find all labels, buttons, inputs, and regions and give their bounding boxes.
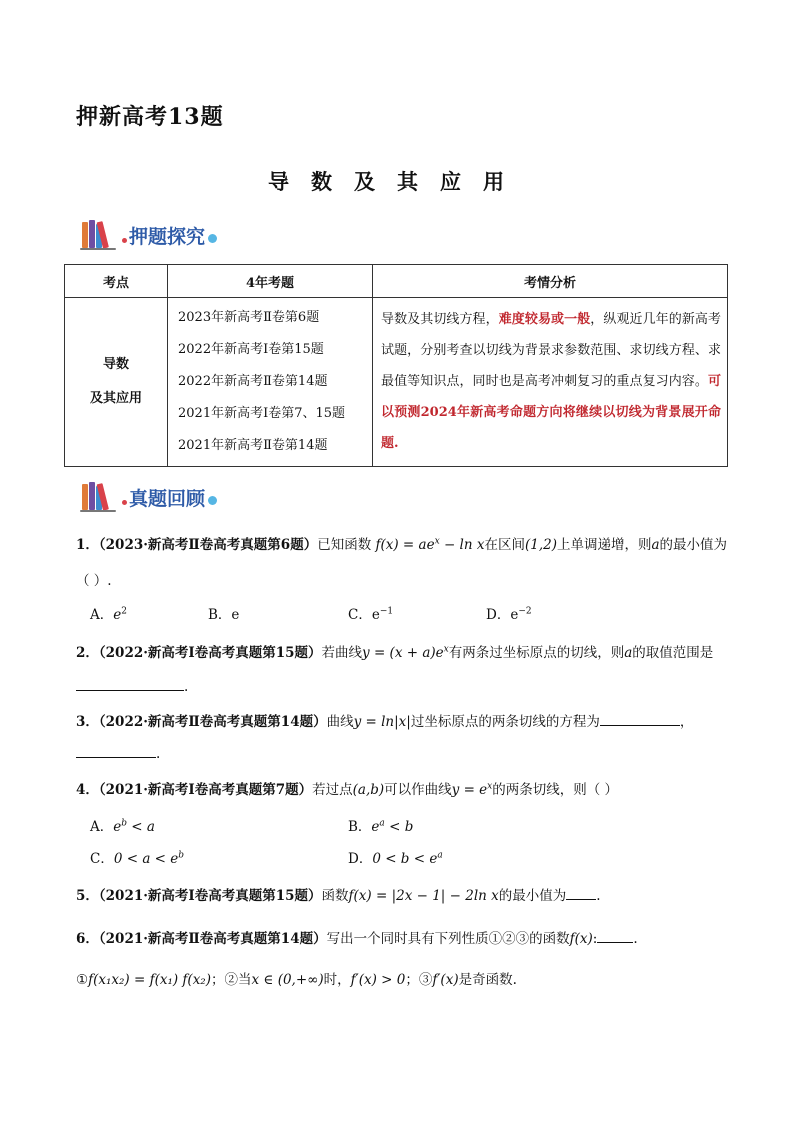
question-text: . — [184, 679, 189, 695]
answer-blank[interactable] — [76, 743, 156, 758]
option-b[interactable] — [208, 603, 239, 623]
question-text: . — [633, 931, 638, 947]
formula-exponent: a — [379, 818, 385, 829]
question-text: 过坐标原点的两条切线的方程为 — [410, 714, 600, 730]
question-text: 的取值范围是 — [632, 645, 714, 661]
exam-item: 2022年新高考Ⅰ卷第15题 — [178, 342, 324, 357]
property-mark: ②当 — [224, 972, 252, 988]
formula: 0 < a < e — [113, 851, 179, 867]
topic-heading: 导数及其应用 — [268, 169, 526, 194]
question-text: 的两条切线，则（ ） — [492, 782, 619, 798]
question-5 — [76, 884, 601, 904]
books-icon — [80, 482, 120, 512]
formula: x ∈ (0,+∞) — [251, 972, 324, 988]
formula: f(x) — [569, 931, 593, 947]
formula-exponent: b — [121, 818, 128, 829]
formula-exponent: −2 — [518, 606, 532, 617]
formula: e — [113, 819, 122, 835]
question-text: ， — [679, 714, 694, 730]
formula: f(x) = |2x − 1| − 2ln x — [348, 888, 499, 904]
question-number: 1． — [76, 537, 99, 553]
question-text: 若过点 — [312, 782, 353, 798]
formula: f(x) = ae — [375, 537, 435, 553]
document-title: 押新高考13题 — [76, 104, 224, 130]
analysis-table — [64, 264, 728, 467]
question-source: （2021·新高考Ⅰ卷高考真题第7题） — [98, 782, 313, 798]
option-a[interactable] — [90, 815, 155, 835]
question-text: 在区间 — [484, 537, 525, 553]
exam-item: 2022年新高考Ⅱ卷第14题 — [178, 374, 328, 389]
formula-exponent: b — [178, 850, 185, 861]
formula: e — [113, 607, 122, 623]
option-label: A． — [90, 819, 114, 835]
question-text: 上单调递增，则 — [556, 537, 652, 553]
topic-line: 导数 — [102, 357, 129, 372]
exams-cell — [168, 298, 373, 467]
question-text: . — [596, 888, 601, 904]
option-d[interactable] — [486, 603, 532, 623]
question-text: 曲线 — [326, 714, 354, 730]
option-label: D． — [348, 851, 373, 867]
formula: e — [371, 607, 380, 623]
section-explore-header — [80, 218, 217, 252]
header-exams: 4年考题 — [168, 265, 373, 298]
formula: e — [231, 607, 240, 623]
question-6 — [76, 927, 638, 947]
question-number: 4． — [76, 782, 99, 798]
question-number: 6． — [76, 931, 99, 947]
question-text: 已知函数 — [317, 537, 372, 553]
formula: y = (x + a)e — [362, 645, 444, 661]
question-source: （2022·新高考Ⅱ卷高考真题第14题） — [98, 714, 327, 730]
question-3-line2 — [76, 743, 160, 762]
formula-exponent: a — [437, 850, 443, 861]
formula: f′(x) > 0 — [350, 972, 406, 988]
header-analysis: 考情分析 — [373, 265, 728, 298]
formula: (1,2) — [524, 537, 557, 553]
option-c[interactable] — [348, 603, 393, 623]
dot-icon — [122, 500, 127, 505]
analysis-cell — [373, 298, 728, 467]
question-text: . — [156, 746, 161, 762]
dot-icon — [208, 234, 217, 243]
property-mark: ③ — [418, 972, 433, 988]
question-text: 可以作曲线 — [384, 782, 452, 798]
option-b[interactable] — [348, 815, 413, 835]
question-4 — [76, 778, 618, 798]
question-text: 若曲线 — [321, 645, 363, 661]
question-text: 有两条过坐标原点的切线，则 — [448, 645, 625, 661]
question-text: 函数 — [321, 888, 349, 904]
formula: < a — [127, 819, 155, 835]
analysis-text: 导数及其切线方程， — [381, 311, 499, 327]
formula-exponent: −1 — [379, 606, 394, 617]
question-1 — [76, 533, 727, 553]
option-c[interactable] — [90, 847, 184, 867]
formula-exponent: x — [434, 536, 440, 547]
question-text: : — [592, 931, 598, 947]
question-text: 是奇函数. — [458, 972, 517, 988]
dot-icon — [208, 496, 217, 505]
question-source: （2023·新高考Ⅱ卷高考真题第6题） — [98, 537, 318, 553]
property-mark: ① — [76, 972, 89, 988]
formula: f′(x) — [432, 972, 459, 988]
topic-cell — [65, 298, 168, 467]
question-6-properties — [76, 968, 517, 988]
question-text: 时， — [323, 972, 351, 988]
formula: e — [371, 819, 380, 835]
table-header-row — [65, 265, 728, 298]
question-source: （2021·新高考Ⅱ卷高考真题第14题） — [98, 931, 327, 947]
section-review-header — [80, 480, 217, 514]
question-2-line2 — [76, 676, 188, 695]
exam-item: 2023年新高考Ⅱ卷第6题 — [178, 310, 320, 325]
topic-line: 及其应用 — [89, 391, 142, 406]
question-text: 写出一个同时具有下列性质①②③的函数 — [326, 931, 570, 947]
question-text: ； — [211, 972, 225, 988]
question-2 — [76, 641, 713, 661]
exam-item: 2021年新高考Ⅱ卷第14题 — [178, 438, 328, 453]
option-label: B． — [348, 819, 372, 835]
formula: 0 < b < e — [372, 851, 438, 867]
question-text: 的最小值为 — [659, 537, 728, 553]
question-source: （2021·新高考Ⅰ卷高考真题第15题） — [98, 888, 322, 904]
formula-exponent: 2 — [121, 606, 127, 617]
formula: y = ln|x| — [353, 714, 411, 730]
formula-exponent: x — [443, 644, 449, 655]
question-text: 的最小值为 — [498, 888, 567, 904]
analysis-text: ，纵观近几年的新高考试题，分别考查以切线为背景求参数范围、求切线方程、求最值等知识点，同时也是高考冲刺复习的重点复习内容。 — [381, 311, 721, 389]
header-topic: 考点 — [65, 265, 168, 298]
formula: a — [651, 537, 660, 553]
formula: < b — [384, 819, 414, 835]
option-d[interactable] — [348, 847, 443, 867]
question-number: 3． — [76, 714, 99, 730]
dot-icon — [122, 238, 127, 243]
formula: y = e — [451, 782, 488, 798]
formula: f(x₁x₂) = f(x₁) f(x₂) — [88, 972, 211, 988]
answer-blank[interactable] — [566, 885, 596, 900]
option-label: A． — [90, 607, 114, 623]
question-1-line2: （ ）. — [76, 573, 112, 589]
books-icon — [80, 220, 120, 250]
option-label: C． — [348, 607, 372, 623]
question-text: ； — [405, 972, 419, 988]
formula-exponent: x — [487, 781, 493, 792]
question-number: 2． — [76, 645, 99, 661]
option-label: B． — [208, 607, 232, 623]
formula: a — [624, 645, 633, 661]
section-title: 真题回顾 — [129, 487, 206, 510]
question-source: （2022·新高考Ⅰ卷高考真题第15题） — [98, 645, 322, 661]
formula: (a,b) — [352, 782, 385, 798]
analysis-prediction: 可以预测2024年新高考命题方向将继续以切线为背景展开命题. — [381, 373, 721, 451]
answer-blank[interactable] — [600, 711, 680, 726]
option-label: C． — [90, 851, 114, 867]
exam-item: 2021年新高考Ⅰ卷第7、15题 — [178, 406, 346, 421]
answer-blank[interactable] — [76, 676, 184, 691]
section-title: 押题探究 — [129, 225, 206, 248]
formula: e — [510, 607, 519, 623]
question-number: 5． — [76, 888, 99, 904]
option-label: D． — [486, 607, 511, 623]
option-a[interactable] — [90, 603, 127, 623]
analysis-highlight: 难度较易或一般 — [498, 311, 591, 327]
formula: − ln x — [439, 537, 485, 553]
answer-blank[interactable] — [597, 928, 633, 943]
table-row — [65, 298, 728, 467]
question-3 — [76, 710, 693, 730]
